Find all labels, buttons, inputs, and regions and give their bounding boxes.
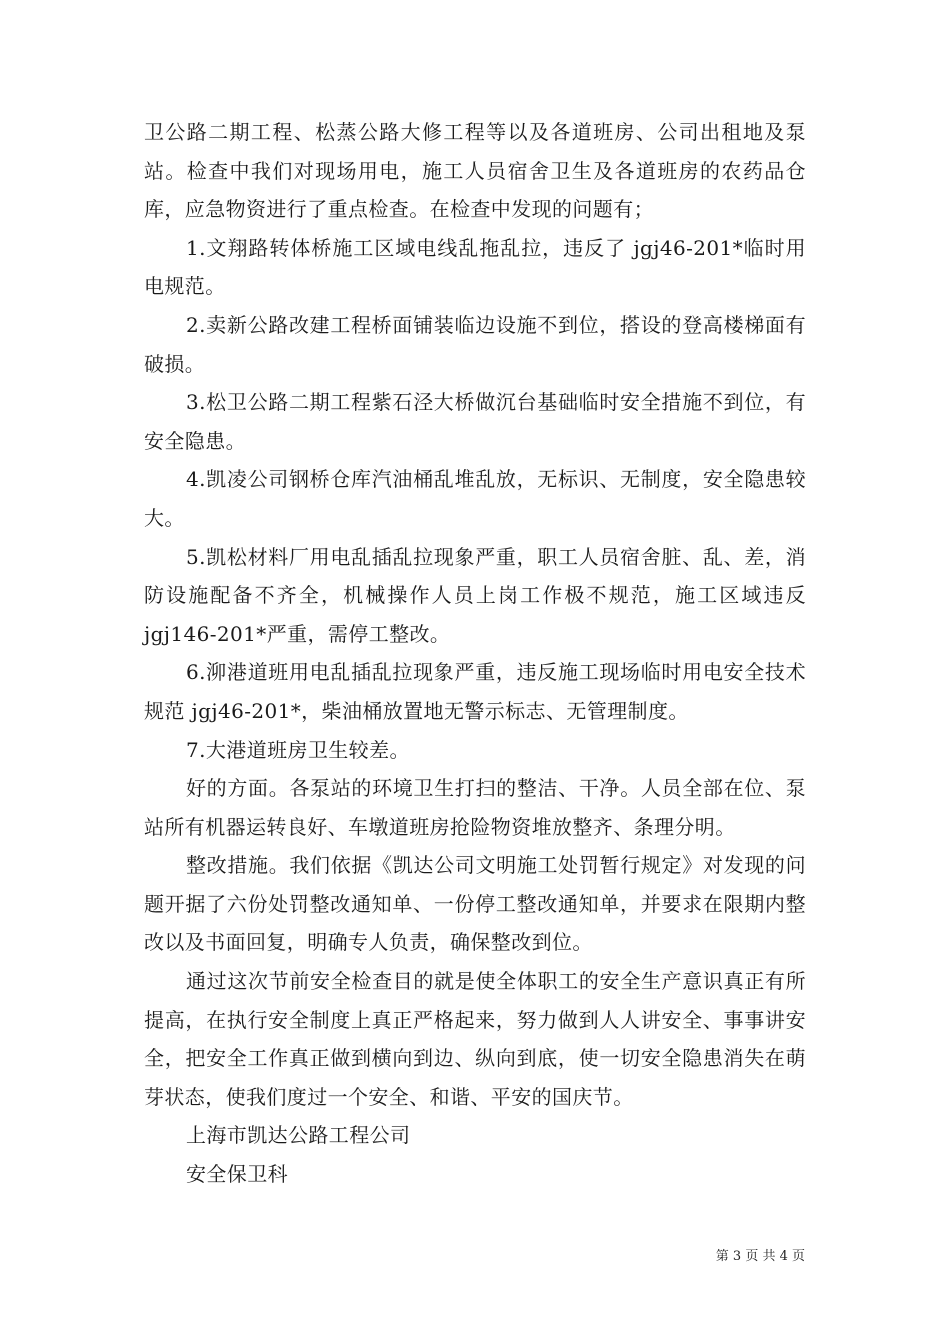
signature-department: 安全保卫科 xyxy=(186,1162,288,1187)
issue-item-2: 2.卖新公路改建工程桥面铺装临边设施不到位，搭设的登高楼梯面有破损。 xyxy=(144,312,806,376)
issue-item-7: 7.大港道班房卫生较差。 xyxy=(186,737,410,762)
issue-item-5: 5.凯松材料厂用电乱插乱拉现象严重，职工人员宿舍脏、乱、差，消防设施配备不齐全，机械操作人员上岗工作极不规范，施工区域违反 jgj146-201*严重，需停工整改。 xyxy=(144,544,806,646)
paragraph-measures: 整改措施。我们依据《凯达公司文明施工处罚暂行规定》对发现的问题开据了六份处罚整改通知单、一份停工整改通知单，并要求在限期内整改以及书面回复，明确专人负责，确保整改到位。 xyxy=(144,853,806,955)
page-number: 第 3 页 共 4 页 xyxy=(715,1249,805,1264)
paragraph-positive: 好的方面。各泵站的环境卫生打扫的整洁、干净。人员全部在位、泵站所有机器运转良好、车墩道班房抢险物资堆放整齐、条理分明。 xyxy=(144,776,806,839)
signature-company: 上海市凯达公路工程公司 xyxy=(186,1123,411,1148)
issue-item-3: 3.松卫公路二期工程紫石泾大桥做沉台基础临时安全措施不到位，有安全隐患。 xyxy=(144,390,806,453)
paragraph-conclusion: 通过这次节前安全检查目的就是使全体职工的安全生产意识真正有所提高，在执行安全制度上真正严格起来，努力做到人人讲安全、事事讲安全，把安全工作真正做到横向到边、纵向到底，使一切安全隐患消失在萌芽状态，使我们度过一个安全、和谐、平安的国庆节。 xyxy=(144,969,806,1109)
document-body xyxy=(144,113,806,1194)
issue-item-1: 1.文翔路转体桥施工区域电线乱拖乱拉，违反了 jgj46-201*临时用电规范。 xyxy=(144,235,806,299)
issue-item-6: 6.泖港道班用电乱插乱拉现象严重，违反施工现场临时用电安全技术规范 jgj46-201*，柴油桶放置地无警示标志、无管理制度。 xyxy=(144,660,806,723)
issue-item-4: 4.凯凌公司钢桥仓库汽油桶乱堆乱放，无标识、无制度，安全隐患较大。 xyxy=(144,467,806,530)
paragraph-intro: 卫公路二期工程、松蒸公路大修工程等以及各道班房、公司出租地及泵站。检查中我们对现场用电，施工人员宿舍卫生及各道班房的农药品仓库，应急物资进行了重点检查。在检查中发现的问题有； xyxy=(144,120,806,222)
